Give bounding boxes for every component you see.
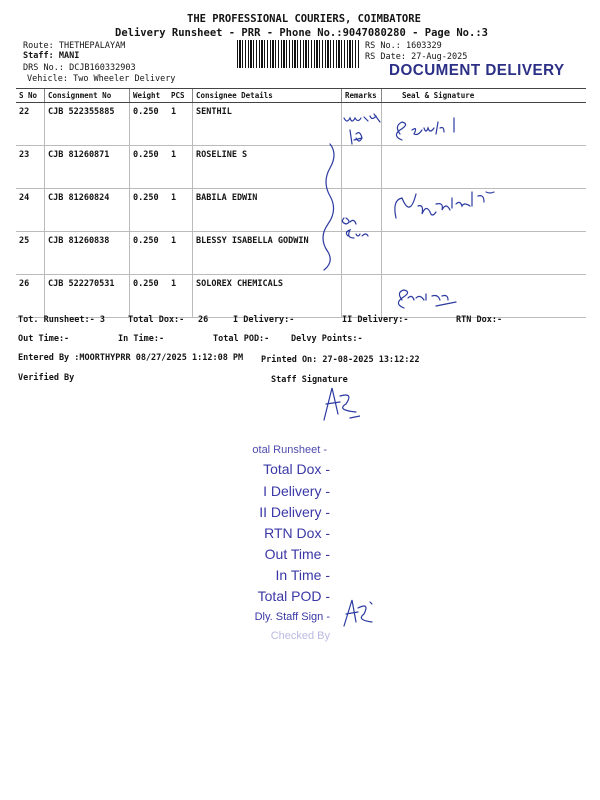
col-weight: Weight	[130, 89, 169, 103]
signature-ink-row26	[398, 290, 456, 308]
cell-consignee: SOLOREX CHEMICALS	[193, 275, 342, 318]
cell-consignment: CJB 522270531	[45, 275, 130, 318]
stamp-out-time: Out Time -	[264, 546, 330, 562]
col-pcs: PCS	[168, 89, 193, 103]
staff-signature-ink	[310, 382, 360, 427]
cell-consignee: SENTHIL	[193, 103, 342, 146]
total-dox-label: Total Dox:-	[128, 315, 185, 325]
cell-consignee: BABILA EDWIN	[193, 189, 342, 232]
document-delivery-stamp: DOCUMENT DELIVERY	[389, 62, 565, 79]
entered-by: Entered By :MOORTHYPRR 08/27/2025 1:12:08 PM	[18, 353, 244, 363]
cell-weight: 0.250	[130, 146, 169, 189]
cell-pcs: 1	[168, 275, 193, 318]
delvy-points-label: Delvy Points:-	[291, 334, 363, 344]
cell-weight: 0.250	[130, 232, 169, 275]
stamp-i-delivery: I Delivery -	[263, 483, 330, 499]
stamp-in-time: In Time -	[275, 567, 330, 583]
cell-sno: 26	[16, 275, 45, 318]
stamp-ii-delivery: II Delivery -	[259, 504, 330, 520]
col-consignment: Consignment No	[45, 89, 130, 103]
total-dox-value: 26	[198, 315, 209, 325]
i-delivery-label: I Delivery:-	[233, 315, 295, 325]
cell-consignment: CJB 81260824	[45, 189, 130, 232]
staff-label: Staff:	[23, 51, 54, 61]
cell-pcs: 1	[168, 146, 193, 189]
ii-delivery-label: II Delivery:-	[342, 315, 409, 325]
printed-on: Printed On: 27-08-2025 13:12:22	[261, 355, 420, 365]
staff-value: MANI	[58, 51, 80, 61]
rs-no-value: 1603329	[405, 41, 442, 51]
route-value: THETHEPALAYAM	[58, 41, 126, 51]
stamp-total-runsheet: otal Runsheet -	[252, 444, 327, 456]
remark-ink-row25	[342, 218, 368, 238]
remark-ink-row22	[344, 114, 380, 144]
tot-runsheet: Tot. Runsheet:- 3	[18, 315, 105, 325]
cell-sno: 23	[16, 146, 45, 189]
col-consignee: Consignee Details	[193, 89, 342, 103]
route-label: Route:	[23, 41, 54, 51]
vehicle-label: Vehicle:	[27, 74, 68, 84]
cell-pcs: 1	[168, 103, 193, 146]
cell-pcs: 1	[168, 189, 193, 232]
runsheet-subtitle: Delivery Runsheet - PRR - Phone No.:9047080280 - Page No.:3	[115, 27, 488, 39]
drs-label: DRS No.:	[23, 63, 64, 73]
signature-ink-row24	[395, 192, 494, 218]
stamp-total-pod: Total POD -	[257, 588, 330, 604]
col-seal-signature: Seal & Signature	[382, 89, 587, 103]
stamp-checked-by: Checked By	[270, 630, 330, 642]
cell-pcs: 1	[168, 232, 193, 275]
bracket-ink	[323, 144, 334, 270]
cell-consignment: CJB 522355885	[45, 103, 130, 146]
cell-consignment: CJB 81260871	[45, 146, 130, 189]
col-remarks: Remarks	[342, 89, 382, 103]
cell-consignment: CJB 81260838	[45, 232, 130, 275]
company-title: THE PROFESSIONAL COURIERS, COIMBATORE	[187, 13, 421, 25]
cell-weight: 0.250	[130, 189, 169, 232]
rs-no-label: RS No.:	[365, 41, 401, 51]
verified-by: Verified By	[18, 373, 75, 383]
cell-weight: 0.250	[130, 103, 169, 146]
rs-date-label: RS Date:	[365, 52, 406, 62]
cell-weight: 0.250	[130, 275, 169, 318]
drs-value: DCJB160332903	[69, 63, 136, 73]
rtn-dox-label: RTN Dox:-	[456, 315, 503, 325]
stamp-rtn-dox: RTN Dox -	[264, 525, 330, 541]
signature-ink-row22	[396, 118, 454, 140]
stamp-signature-ink	[338, 596, 378, 632]
col-sno: S No	[16, 89, 45, 103]
cell-consignee: BLESSY ISABELLA GODWIN	[193, 232, 342, 275]
out-time-label: Out Time:-	[18, 334, 70, 344]
cell-sno: 24	[16, 189, 45, 232]
cell-consignee: ROSELINE S	[193, 146, 342, 189]
stamp-staff-sign: Dly. Staff Sign -	[254, 611, 330, 623]
rs-date-value: 27-Aug-2025	[411, 52, 468, 62]
cell-sno: 22	[16, 103, 45, 146]
cell-sno: 25	[16, 232, 45, 275]
stamp-total-dox: Total Dox -	[263, 461, 330, 477]
in-time-label: In Time:-	[118, 334, 165, 344]
staff-signature-label: Staff Signature	[271, 375, 348, 385]
total-pod-label: Total POD:-	[213, 334, 270, 344]
vehicle-value: Two Wheeler Delivery	[73, 74, 176, 84]
